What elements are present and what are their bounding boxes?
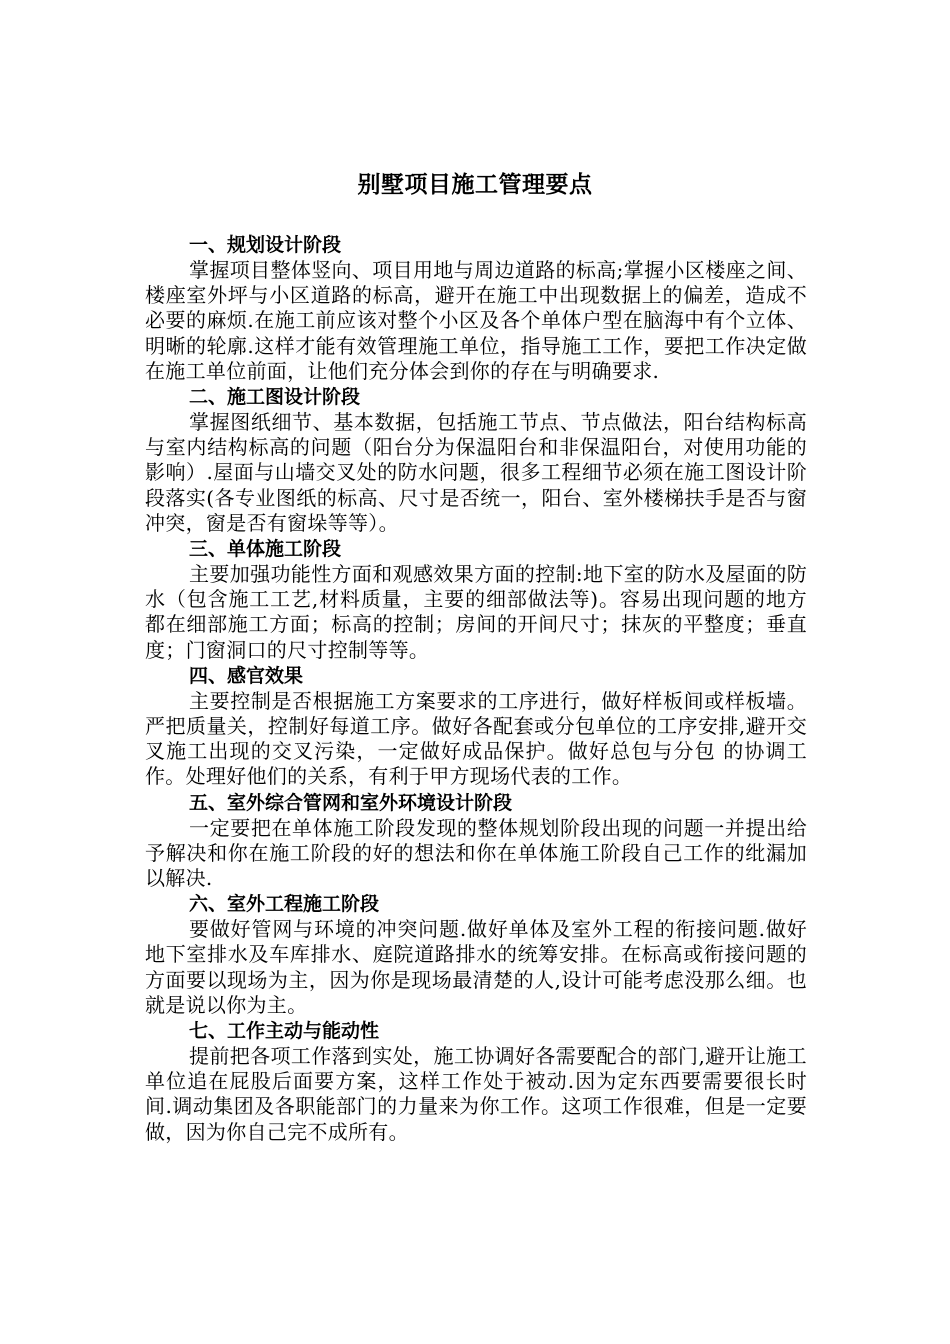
section-paragraph: 一定要把在单体施工阶段发现的整体规划阶段出现的问题一并提出给予解决和你在施工阶段的好的想法和你在单体施工阶段自己工作的纰漏加以解决. — [145, 815, 807, 891]
page-title: 别墅项目施工管理要点 — [357, 172, 593, 199]
section-paragraph: 掌握图纸细节、基本数据，包括施工节点、节点做法，阳台结构标高与室内结构标高的问题（阳台分为保温阳台和非保温阳台，对使用功能的影响）.屋面与山墙交叉处的防水问题，很多工程细节必须在施工图设计阶段落实(各专业图纸的标高、尺寸是否统一，阳台、室外楼梯扶手是否与窗冲突，窗是否有窗垛等等）。 — [145, 410, 807, 535]
section-heading: 二、施工图设计阶段 — [189, 386, 361, 409]
section-heading: 六、室外工程施工阶段 — [189, 893, 380, 916]
section-paragraph: 提前把各项工作落到实处，施工协调好各需要配合的部门,避开让施工单位追在屁股后面要方案，这样工作处于被动.因为定东西要需要很长时间.调动集团及各职能部门的力量来为你工作。这项工作很难，但是一定要做，因为你自己完不成所有。 — [145, 1044, 807, 1144]
document-body — [145, 232, 807, 1145]
section-paragraph: 主要加强功能性方面和观感效果方面的控制:地下室的防水及屋面的防水（包含施工工艺,材料质量，主要的细部做法等)。容易出现问题的地方都在细部施工方面；标高的控制；房间的开间尺寸；抹灰的平整度；垂直度；门窗洞口的尺寸控制等等。 — [145, 562, 807, 662]
section-paragraph: 主要控制是否根据施工方案要求的工序进行，做好样板间或样板墙。严把质量关，控制好每道工序。做好各配套或分包单位的工序安排,避开交叉施工出现的交叉污染，一定做好成品保护。做好总包与分包 的协调工作。处理好他们的关系，有利于甲方现场代表的工作。 — [145, 688, 807, 789]
section-paragraph: 要做好管网与环境的冲突问题.做好单体及室外工程的衔接问题.做好地下室排水及车库排水、庭院道路排水的统筹安排。在标高或衔接问题的方面要以现场为主，因为你是现场最清楚的人,设计可能考虑没那么细。也就是说以你为主。 — [145, 917, 807, 1017]
section-initiative — [145, 1018, 807, 1145]
section-sensory-effect — [145, 663, 807, 790]
section-planning-design — [145, 232, 807, 384]
section-outdoor-network-design — [145, 790, 807, 892]
section-paragraph: 掌握项目整体竖向、项目用地与周边道路的标高;掌握小区楼座之间、楼座室外坪与小区道路的标高，避开在施工中出现数据上的偏差，造成不必要的麻烦.在施工前应该对整个小区及各个单体户型在脑海中有个立体、明晰的轮廓.这样才能有效管理施工单位，指导施工工作，要把工作决定做在施工单位前面，让他们充分体会到你的存在与明确要求. — [145, 258, 807, 383]
section-outdoor-construction — [145, 891, 807, 1018]
section-heading: 三、单体施工阶段 — [189, 538, 342, 561]
section-construction-drawing-design — [145, 384, 807, 536]
section-heading: 五、室外综合管网和室外环境设计阶段 — [189, 791, 513, 814]
section-heading: 一、规划设计阶段 — [189, 234, 342, 256]
section-single-building-construction — [145, 536, 807, 663]
section-heading: 七、工作主动与能动性 — [189, 1020, 380, 1043]
section-heading: 四、感官效果 — [189, 664, 304, 687]
